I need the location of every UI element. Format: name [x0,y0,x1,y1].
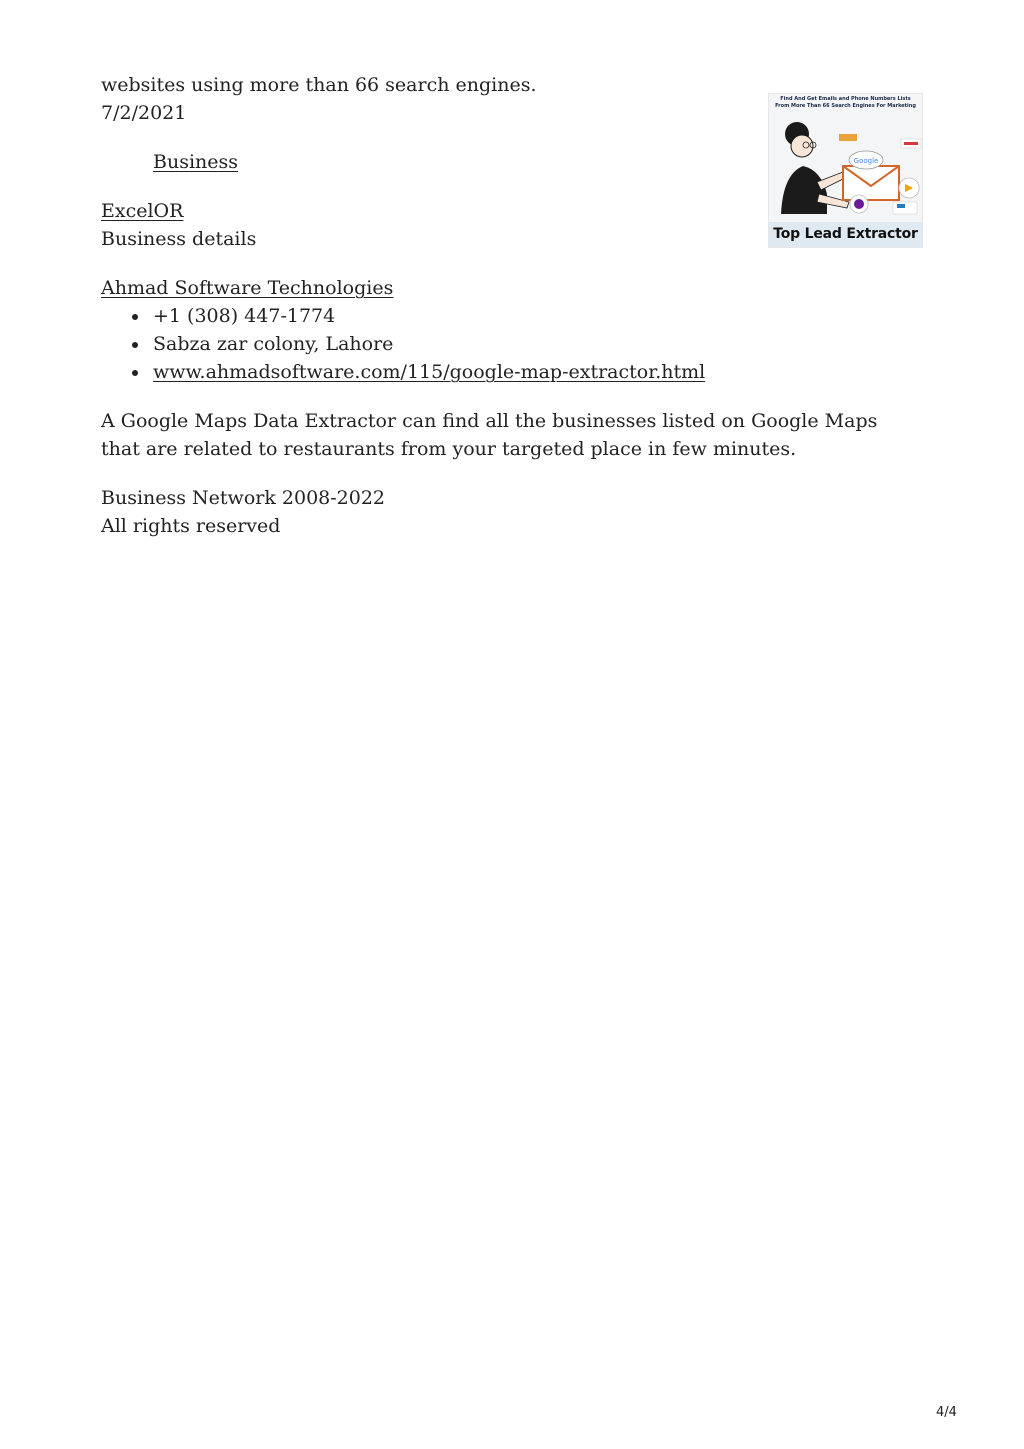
description-paragraph: A Google Maps Data Extractor can find all the businesses listed on Google Maps that are related to restaurants from your targeted place in few minutes. [101,410,878,460]
category-link-business[interactable]: Business [153,151,239,173]
brand-subtitle: Business details [101,228,257,250]
svg-text:Google: Google [853,157,879,165]
thumbnail-illustration [769,94,923,224]
thumbnail-header-text: Find And Get Emails and Phone Numbers Lists From More Than 66 Search Engines For Marketing [775,96,916,109]
thumbnail-caption: Top Lead Extractor [769,222,922,247]
badge-icon [839,134,857,141]
post-date: 7/2/2021 [101,102,187,124]
contact-website [153,358,921,386]
brand-link[interactable]: ExcelOR [101,200,184,222]
google-bubble-icon [849,151,883,169]
lead-extractor-thumbnail[interactable] [768,93,923,248]
woman-illustration-icon [781,122,849,214]
footer-network: Business Network 2008-2022 [101,487,386,509]
envelope-icon [843,166,899,200]
intro-text: websites using more than 66 search engines. [101,74,537,96]
contact-address: Sabza zar colony, Lahore [153,330,921,358]
page-number: 4/4 [936,1405,957,1420]
company-name-link[interactable]: Ahmad Software Technologies [101,277,394,299]
contact-list [101,302,921,386]
website-link[interactable]: www.ahmadsoftware.com/115/google-map-extractor.html [153,361,706,383]
contact-phone: +1 (308) 447-1774 [153,302,921,330]
footer-rights: All rights reserved [101,515,281,537]
